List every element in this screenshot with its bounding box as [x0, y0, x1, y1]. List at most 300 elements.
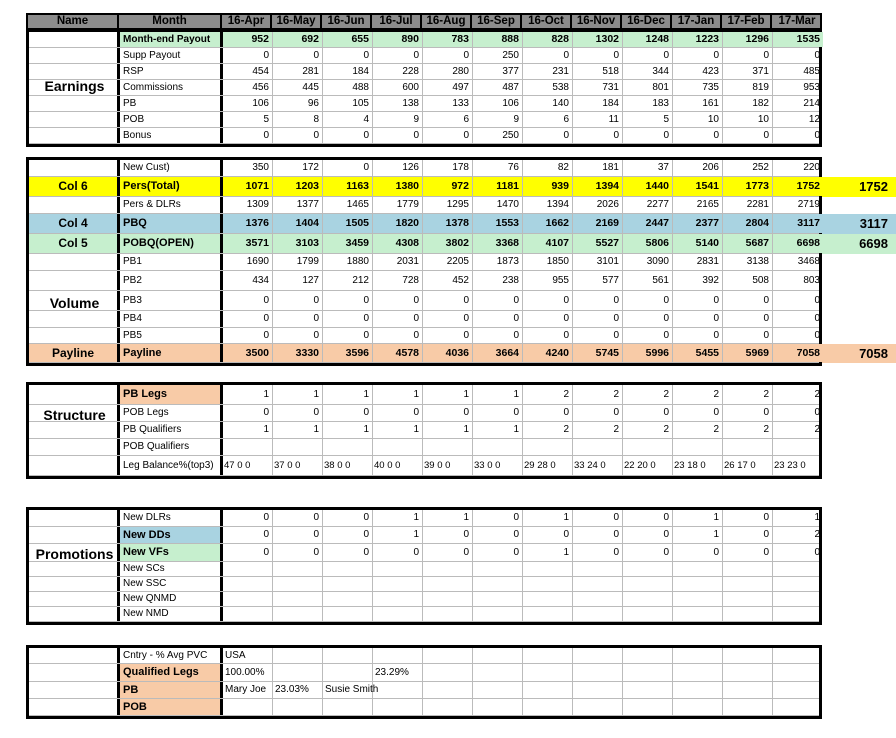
- earnings-value-cell[interactable]: 133: [423, 96, 473, 111]
- structure-value-cell[interactable]: [473, 439, 523, 455]
- volume-value-cell[interactable]: 1378: [423, 214, 473, 233]
- promotions-value-cell[interactable]: [573, 607, 623, 621]
- structure-value-cell[interactable]: 40 0 0: [373, 456, 423, 475]
- structure-value-cell[interactable]: [623, 439, 673, 455]
- earnings-value-cell[interactable]: 953: [803, 82, 820, 93]
- earnings-value-cell[interactable]: 888: [473, 32, 523, 47]
- promotions-value-cell[interactable]: 0: [473, 510, 523, 526]
- volume-value-cell[interactable]: 0: [523, 328, 573, 343]
- structure-value-cell[interactable]: 1: [323, 385, 373, 404]
- misc-value-cell[interactable]: [623, 699, 673, 715]
- misc-value-cell[interactable]: [423, 648, 473, 663]
- volume-value-cell[interactable]: 1309: [223, 197, 273, 213]
- earnings-value-cell[interactable]: 423: [673, 64, 723, 79]
- volume-value-cell[interactable]: 1820: [373, 214, 423, 233]
- volume-value-cell[interactable]: 0: [723, 328, 773, 343]
- volume-value-cell[interactable]: 3330: [273, 344, 323, 362]
- volume-value-cell[interactable]: 0: [573, 311, 623, 327]
- volume-value-cell[interactable]: 4308: [373, 234, 423, 253]
- structure-value-cell[interactable]: 2: [623, 385, 673, 404]
- structure-value-cell[interactable]: 1: [273, 385, 323, 404]
- volume-value-cell[interactable]: 1181: [473, 177, 523, 196]
- volume-value-cell[interactable]: 0: [323, 328, 373, 343]
- promotions-value-cell[interactable]: [723, 607, 773, 621]
- promotions-value-cell[interactable]: [373, 607, 423, 621]
- promotions-value-cell[interactable]: 1: [373, 510, 423, 526]
- misc-value-cell[interactable]: [723, 648, 773, 663]
- promotions-value-cell[interactable]: [623, 592, 673, 606]
- promotions-value-cell[interactable]: 0: [323, 527, 373, 543]
- earnings-value-cell[interactable]: 344: [623, 64, 673, 79]
- structure-value-cell[interactable]: 1: [473, 385, 523, 404]
- volume-value-cell[interactable]: 2205: [423, 254, 473, 270]
- misc-value-cell[interactable]: [473, 648, 523, 663]
- promotions-value-cell[interactable]: 0: [323, 544, 373, 561]
- structure-value-cell[interactable]: 1: [373, 422, 423, 438]
- earnings-value-cell[interactable]: 890: [373, 32, 423, 47]
- earnings-value-cell[interactable]: 0: [814, 50, 820, 61]
- earnings-value-cell[interactable]: 485: [803, 66, 820, 77]
- earnings-value-cell[interactable]: 0: [423, 48, 473, 63]
- earnings-label-cell[interactable]: POB: [120, 112, 223, 127]
- structure-value-cell[interactable]: [773, 439, 823, 455]
- earnings-value-cell[interactable]: 183: [623, 96, 673, 111]
- earnings-value-cell[interactable]: 692: [273, 32, 323, 47]
- structure-value-cell[interactable]: 33 0 0: [473, 456, 523, 475]
- earnings-value-cell[interactable]: 10: [673, 112, 723, 127]
- volume-value-cell[interactable]: 82: [523, 160, 573, 176]
- promotions-label-cell[interactable]: New SSC: [120, 577, 223, 591]
- volume-value-cell[interactable]: 4107: [523, 234, 573, 253]
- earnings-value-cell[interactable]: 105: [323, 96, 373, 111]
- earnings-value-cell[interactable]: 454: [223, 64, 273, 79]
- earnings-value-cell[interactable]: 0: [814, 130, 820, 141]
- volume-value-cell[interactable]: 0: [723, 291, 773, 310]
- promotions-value-cell[interactable]: [473, 592, 523, 606]
- promotions-value-cell[interactable]: 1: [673, 510, 723, 526]
- earnings-value-cell[interactable]: 184: [323, 64, 373, 79]
- volume-value-cell[interactable]: 1690: [223, 254, 273, 270]
- promotions-value-cell[interactable]: 1: [673, 527, 723, 543]
- promotions-value-cell[interactable]: [323, 577, 373, 591]
- structure-value-cell[interactable]: 2: [814, 424, 820, 435]
- earnings-value-cell[interactable]: 0: [523, 48, 573, 63]
- volume-value-cell[interactable]: 0: [673, 311, 723, 327]
- structure-value-cell[interactable]: 26 17 0: [723, 456, 773, 475]
- volume-label-cell[interactable]: POBQ(OPEN): [120, 234, 223, 253]
- promotions-label-cell[interactable]: New SCs: [120, 562, 223, 576]
- earnings-value-cell[interactable]: 371: [723, 64, 773, 79]
- earnings-value-cell[interactable]: 0: [673, 48, 723, 63]
- misc-value-cell[interactable]: [373, 682, 423, 698]
- earnings-value-cell[interactable]: 497: [423, 80, 473, 95]
- earnings-value-cell[interactable]: 4: [323, 112, 373, 127]
- earnings-value-cell[interactable]: 0: [273, 48, 323, 63]
- earnings-label-cell[interactable]: RSP: [120, 64, 223, 79]
- volume-value-cell[interactable]: 1394: [573, 177, 623, 196]
- volume-value-cell[interactable]: 0: [814, 330, 820, 341]
- volume-value-cell[interactable]: 3596: [323, 344, 373, 362]
- earnings-value-cell[interactable]: 600: [373, 80, 423, 95]
- volume-value-cell[interactable]: 0: [273, 311, 323, 327]
- structure-value-cell[interactable]: 0: [523, 405, 573, 421]
- misc-value-cell[interactable]: [273, 664, 323, 681]
- volume-value-cell[interactable]: 0: [323, 160, 373, 176]
- volume-value-cell[interactable]: 0: [814, 313, 820, 324]
- earnings-value-cell[interactable]: 0: [323, 48, 373, 63]
- earnings-value-cell[interactable]: 138: [373, 96, 423, 111]
- promotions-value-cell[interactable]: 0: [623, 510, 673, 526]
- header-month-col[interactable]: 17-Mar: [778, 15, 816, 27]
- structure-value-cell[interactable]: 0: [373, 405, 423, 421]
- volume-value-cell[interactable]: 3500: [223, 344, 273, 362]
- misc-value-cell[interactable]: [573, 682, 623, 698]
- volume-value-cell[interactable]: 3117: [773, 214, 823, 233]
- earnings-label-cell[interactable]: Month-end Payout: [120, 32, 223, 47]
- promotions-value-cell[interactable]: 0: [723, 510, 773, 526]
- promotions-value-cell[interactable]: [773, 577, 823, 591]
- earnings-value-cell[interactable]: 1223: [673, 32, 723, 47]
- volume-value-cell[interactable]: 0: [814, 295, 820, 306]
- promotions-value-cell[interactable]: [523, 592, 573, 606]
- promotions-value-cell[interactable]: 0: [723, 544, 773, 561]
- promotions-value-cell[interactable]: [573, 562, 623, 576]
- structure-label-cell[interactable]: PB Legs: [120, 385, 223, 404]
- volume-value-cell[interactable]: 3571: [223, 234, 273, 253]
- structure-value-cell[interactable]: [273, 439, 323, 455]
- earnings-value-cell[interactable]: 6: [523, 112, 573, 127]
- misc-value-cell[interactable]: 23.03%: [273, 682, 323, 698]
- volume-value-cell[interactable]: 0: [523, 311, 573, 327]
- promotions-value-cell[interactable]: [373, 592, 423, 606]
- earnings-value-cell[interactable]: 5: [223, 112, 273, 127]
- misc-value-cell[interactable]: [573, 648, 623, 663]
- misc-value-cell[interactable]: [673, 648, 723, 663]
- earnings-value-cell[interactable]: 0: [723, 128, 773, 143]
- volume-label-cell[interactable]: New Cust): [120, 160, 223, 176]
- volume-value-cell[interactable]: 181: [573, 160, 623, 176]
- structure-value-cell[interactable]: 23 23 0: [774, 460, 806, 471]
- volume-value-cell[interactable]: 955: [523, 271, 573, 290]
- misc-value-cell[interactable]: [273, 699, 323, 715]
- misc-value-cell[interactable]: [423, 699, 473, 715]
- promotions-value-cell[interactable]: [223, 577, 273, 591]
- earnings-value-cell[interactable]: 184: [573, 96, 623, 111]
- misc-label-cell[interactable]: Cntry - % Avg PVC: [120, 648, 223, 663]
- volume-value-cell[interactable]: 4578: [373, 344, 423, 362]
- misc-value-cell[interactable]: [773, 664, 823, 681]
- volume-value-cell[interactable]: 1404: [273, 214, 323, 233]
- volume-value-cell[interactable]: 3664: [473, 344, 523, 362]
- promotions-value-cell[interactable]: [223, 607, 273, 621]
- earnings-value-cell[interactable]: 445: [273, 80, 323, 95]
- earnings-value-cell[interactable]: 11: [573, 112, 623, 127]
- earnings-value-cell[interactable]: 487: [473, 80, 523, 95]
- earnings-value-cell[interactable]: 5: [623, 112, 673, 127]
- header-month-col[interactable]: 16-Aug: [422, 15, 472, 28]
- volume-value-cell[interactable]: 1752: [773, 177, 823, 196]
- promotions-value-cell[interactable]: 2: [814, 529, 820, 540]
- structure-value-cell[interactable]: 0: [623, 405, 673, 421]
- promotions-value-cell[interactable]: 1: [523, 510, 573, 526]
- earnings-value-cell[interactable]: 250: [473, 128, 523, 143]
- earnings-value-cell[interactable]: 106: [223, 96, 273, 111]
- structure-value-cell[interactable]: 0: [723, 405, 773, 421]
- promotions-value-cell[interactable]: 0: [623, 527, 673, 543]
- promotions-value-cell[interactable]: [473, 562, 523, 576]
- volume-value-cell[interactable]: 127: [273, 271, 323, 290]
- volume-value-cell[interactable]: 1773: [723, 177, 773, 196]
- promotions-value-cell[interactable]: 0: [273, 527, 323, 543]
- structure-value-cell[interactable]: [673, 439, 723, 455]
- earnings-value-cell[interactable]: 655: [323, 32, 373, 47]
- misc-value-cell[interactable]: [373, 648, 423, 663]
- volume-value-cell[interactable]: 76: [473, 160, 523, 176]
- earnings-value-cell[interactable]: 96: [273, 96, 323, 111]
- volume-value-cell[interactable]: 4240: [523, 344, 573, 362]
- volume-label-cell[interactable]: PB2: [120, 271, 223, 290]
- earnings-value-cell[interactable]: 1248: [623, 32, 673, 47]
- volume-value-cell[interactable]: 1541: [673, 177, 723, 196]
- volume-value-cell[interactable]: 1380: [373, 177, 423, 196]
- volume-value-cell[interactable]: 0: [573, 328, 623, 343]
- earnings-value-cell[interactable]: 0: [273, 128, 323, 143]
- promotions-value-cell[interactable]: 0: [573, 510, 623, 526]
- structure-value-cell[interactable]: 0: [223, 405, 273, 421]
- volume-value-cell[interactable]: 0: [473, 291, 523, 310]
- promotions-value-cell[interactable]: [723, 592, 773, 606]
- promotions-value-cell[interactable]: [773, 592, 823, 606]
- structure-value-cell[interactable]: 2: [523, 422, 573, 438]
- volume-value-cell[interactable]: 252: [723, 160, 773, 176]
- volume-value-cell[interactable]: 2026: [573, 197, 623, 213]
- misc-value-cell[interactable]: [473, 699, 523, 715]
- volume-value-cell[interactable]: 5687: [723, 234, 773, 253]
- volume-value-cell[interactable]: 577: [573, 271, 623, 290]
- earnings-value-cell[interactable]: 231: [523, 64, 573, 79]
- header-month-col[interactable]: 16-May: [272, 15, 322, 28]
- promotions-value-cell[interactable]: [673, 562, 723, 576]
- promotions-value-cell[interactable]: [273, 607, 323, 621]
- promotions-value-cell[interactable]: [573, 577, 623, 591]
- promotions-label-cell[interactable]: New DDs: [120, 527, 223, 543]
- volume-value-cell[interactable]: 3468: [797, 256, 820, 267]
- promotions-value-cell[interactable]: 0: [473, 527, 523, 543]
- header-month-col[interactable]: 17-Feb: [722, 15, 772, 28]
- volume-value-cell[interactable]: 392: [673, 271, 723, 290]
- promotions-value-cell[interactable]: 0: [423, 527, 473, 543]
- promotions-value-cell[interactable]: [523, 577, 573, 591]
- volume-value-cell[interactable]: 2031: [373, 254, 423, 270]
- structure-value-cell[interactable]: 1: [323, 422, 373, 438]
- volume-value-cell[interactable]: 0: [573, 291, 623, 310]
- volume-value-cell[interactable]: 3459: [323, 234, 373, 253]
- structure-value-cell[interactable]: 38 0 0: [323, 456, 373, 475]
- misc-value-cell[interactable]: [323, 664, 373, 681]
- header-month-col[interactable]: 16-Jun: [322, 15, 372, 28]
- volume-value-cell[interactable]: 972: [423, 177, 473, 196]
- earnings-value-cell[interactable]: 0: [373, 48, 423, 63]
- earnings-value-cell[interactable]: 538: [523, 80, 573, 95]
- promotions-value-cell[interactable]: 0: [573, 544, 623, 561]
- earnings-value-cell[interactable]: 1302: [573, 32, 623, 47]
- volume-value-cell[interactable]: 5806: [623, 234, 673, 253]
- earnings-value-cell[interactable]: 456: [223, 80, 273, 95]
- structure-value-cell[interactable]: 33 24 0: [573, 456, 623, 475]
- earnings-value-cell[interactable]: 0: [673, 128, 723, 143]
- earnings-value-cell[interactable]: 731: [573, 80, 623, 95]
- volume-label-cell[interactable]: PB1: [120, 254, 223, 270]
- promotions-value-cell[interactable]: [423, 592, 473, 606]
- structure-value-cell[interactable]: 47 0 0: [223, 456, 273, 475]
- structure-value-cell[interactable]: 23 18 0: [673, 456, 723, 475]
- promotions-value-cell[interactable]: [523, 562, 573, 576]
- promotions-value-cell[interactable]: [323, 607, 373, 621]
- volume-value-cell[interactable]: 3101: [573, 254, 623, 270]
- misc-value-cell[interactable]: [423, 664, 473, 681]
- volume-value-cell[interactable]: 728: [373, 271, 423, 290]
- promotions-value-cell[interactable]: [423, 607, 473, 621]
- volume-value-cell[interactable]: 1873: [473, 254, 523, 270]
- structure-value-cell[interactable]: [423, 439, 473, 455]
- earnings-value-cell[interactable]: 0: [223, 48, 273, 63]
- volume-value-cell[interactable]: 561: [623, 271, 673, 290]
- structure-value-cell[interactable]: 2: [523, 385, 573, 404]
- earnings-value-cell[interactable]: 828: [523, 32, 573, 47]
- earnings-value-cell[interactable]: 280: [423, 64, 473, 79]
- volume-value-cell[interactable]: 0: [273, 291, 323, 310]
- misc-value-cell[interactable]: [723, 682, 773, 698]
- volume-value-cell[interactable]: 452: [423, 271, 473, 290]
- volume-value-cell[interactable]: 5140: [673, 234, 723, 253]
- volume-value-cell[interactable]: 0: [273, 328, 323, 343]
- volume-value-cell[interactable]: 178: [423, 160, 473, 176]
- promotions-value-cell[interactable]: 0: [423, 544, 473, 561]
- misc-value-cell[interactable]: [373, 699, 423, 715]
- volume-value-cell[interactable]: 3368: [473, 234, 523, 253]
- misc-value-cell[interactable]: [723, 699, 773, 715]
- promotions-value-cell[interactable]: 0: [223, 527, 273, 543]
- structure-label-cell[interactable]: POB Legs: [120, 405, 223, 421]
- volume-value-cell[interactable]: 2804: [723, 214, 773, 233]
- misc-value-cell[interactable]: [573, 664, 623, 681]
- promotions-value-cell[interactable]: [473, 607, 523, 621]
- misc-value-cell[interactable]: [623, 682, 673, 698]
- header-month-col[interactable]: 16-Dec: [622, 15, 672, 28]
- volume-value-cell[interactable]: 0: [223, 291, 273, 310]
- volume-value-cell[interactable]: 1880: [323, 254, 373, 270]
- misc-value-cell[interactable]: [773, 682, 823, 698]
- volume-value-cell[interactable]: 5527: [573, 234, 623, 253]
- structure-value-cell[interactable]: 1: [423, 422, 473, 438]
- volume-value-cell[interactable]: 5455: [673, 344, 723, 362]
- misc-value-cell[interactable]: USA: [223, 648, 273, 663]
- structure-value-cell[interactable]: 37 0 0: [273, 456, 323, 475]
- header-month-col[interactable]: 16-Nov: [572, 15, 622, 28]
- volume-value-cell[interactable]: 206: [673, 160, 723, 176]
- volume-value-cell[interactable]: 1465: [323, 197, 373, 213]
- misc-value-cell[interactable]: [323, 648, 373, 663]
- volume-value-cell[interactable]: 7058: [773, 344, 823, 362]
- structure-value-cell[interactable]: 1: [223, 422, 273, 438]
- misc-value-cell[interactable]: Susie Smith: [323, 682, 373, 698]
- earnings-value-cell[interactable]: 0: [723, 48, 773, 63]
- header-month-col[interactable]: 17-Jan: [672, 15, 722, 28]
- misc-value-cell[interactable]: [773, 648, 823, 663]
- structure-value-cell[interactable]: 1: [273, 422, 323, 438]
- earnings-value-cell[interactable]: 488: [323, 80, 373, 95]
- volume-value-cell[interactable]: 2831: [673, 254, 723, 270]
- volume-value-cell[interactable]: 0: [473, 311, 523, 327]
- promotions-value-cell[interactable]: 0: [723, 527, 773, 543]
- earnings-value-cell[interactable]: 140: [523, 96, 573, 111]
- structure-value-cell[interactable]: 29 28 0: [523, 456, 573, 475]
- volume-label-cell[interactable]: Pers & DLRs: [120, 197, 223, 213]
- promotions-value-cell[interactable]: 0: [473, 544, 523, 561]
- volume-value-cell[interactable]: 0: [473, 328, 523, 343]
- volume-value-cell[interactable]: 0: [373, 328, 423, 343]
- volume-value-cell[interactable]: 2169: [573, 214, 623, 233]
- structure-value-cell[interactable]: 1: [473, 422, 523, 438]
- volume-value-cell[interactable]: 3090: [623, 254, 673, 270]
- earnings-value-cell[interactable]: 0: [573, 128, 623, 143]
- misc-value-cell[interactable]: [473, 682, 523, 698]
- structure-value-cell[interactable]: [573, 439, 623, 455]
- earnings-value-cell[interactable]: 0: [573, 48, 623, 63]
- volume-value-cell[interactable]: 0: [323, 291, 373, 310]
- volume-label-cell[interactable]: Payline: [120, 344, 223, 362]
- volume-value-cell[interactable]: 0: [623, 291, 673, 310]
- volume-value-cell[interactable]: 0: [323, 311, 373, 327]
- earnings-value-cell[interactable]: 10: [723, 112, 773, 127]
- misc-value-cell[interactable]: [673, 699, 723, 715]
- volume-value-cell[interactable]: 0: [223, 311, 273, 327]
- volume-value-cell[interactable]: 0: [423, 311, 473, 327]
- volume-value-cell[interactable]: 2719: [797, 199, 820, 210]
- promotions-value-cell[interactable]: [723, 562, 773, 576]
- promotions-value-cell[interactable]: [273, 577, 323, 591]
- volume-value-cell[interactable]: 350: [223, 160, 273, 176]
- volume-value-cell[interactable]: 5996: [623, 344, 673, 362]
- earnings-value-cell[interactable]: 377: [473, 64, 523, 79]
- promotions-value-cell[interactable]: 0: [223, 544, 273, 561]
- structure-value-cell[interactable]: 0: [473, 405, 523, 421]
- volume-value-cell[interactable]: 1850: [523, 254, 573, 270]
- volume-value-cell[interactable]: 2281: [723, 197, 773, 213]
- structure-value-cell[interactable]: 0: [673, 405, 723, 421]
- earnings-value-cell[interactable]: 0: [623, 48, 673, 63]
- volume-value-cell[interactable]: 1295: [423, 197, 473, 213]
- volume-value-cell[interactable]: 0: [623, 328, 673, 343]
- structure-value-cell[interactable]: [723, 439, 773, 455]
- promotions-value-cell[interactable]: 1: [523, 544, 573, 561]
- misc-value-cell[interactable]: [523, 648, 573, 663]
- volume-value-cell[interactable]: 1470: [473, 197, 523, 213]
- earnings-value-cell[interactable]: 106: [473, 96, 523, 111]
- misc-value-cell[interactable]: [623, 664, 673, 681]
- promotions-value-cell[interactable]: [423, 562, 473, 576]
- misc-value-cell[interactable]: 100.00%: [223, 664, 273, 681]
- promotions-value-cell[interactable]: [773, 607, 823, 621]
- structure-value-cell[interactable]: 22 20 0: [623, 456, 673, 475]
- volume-value-cell[interactable]: 37: [623, 160, 673, 176]
- promotions-label-cell[interactable]: New DLRs: [120, 510, 223, 526]
- volume-value-cell[interactable]: 1662: [523, 214, 573, 233]
- earnings-value-cell[interactable]: 0: [523, 128, 573, 143]
- promotions-value-cell[interactable]: 0: [273, 510, 323, 526]
- structure-value-cell[interactable]: 1: [223, 385, 273, 404]
- volume-value-cell[interactable]: 434: [223, 271, 273, 290]
